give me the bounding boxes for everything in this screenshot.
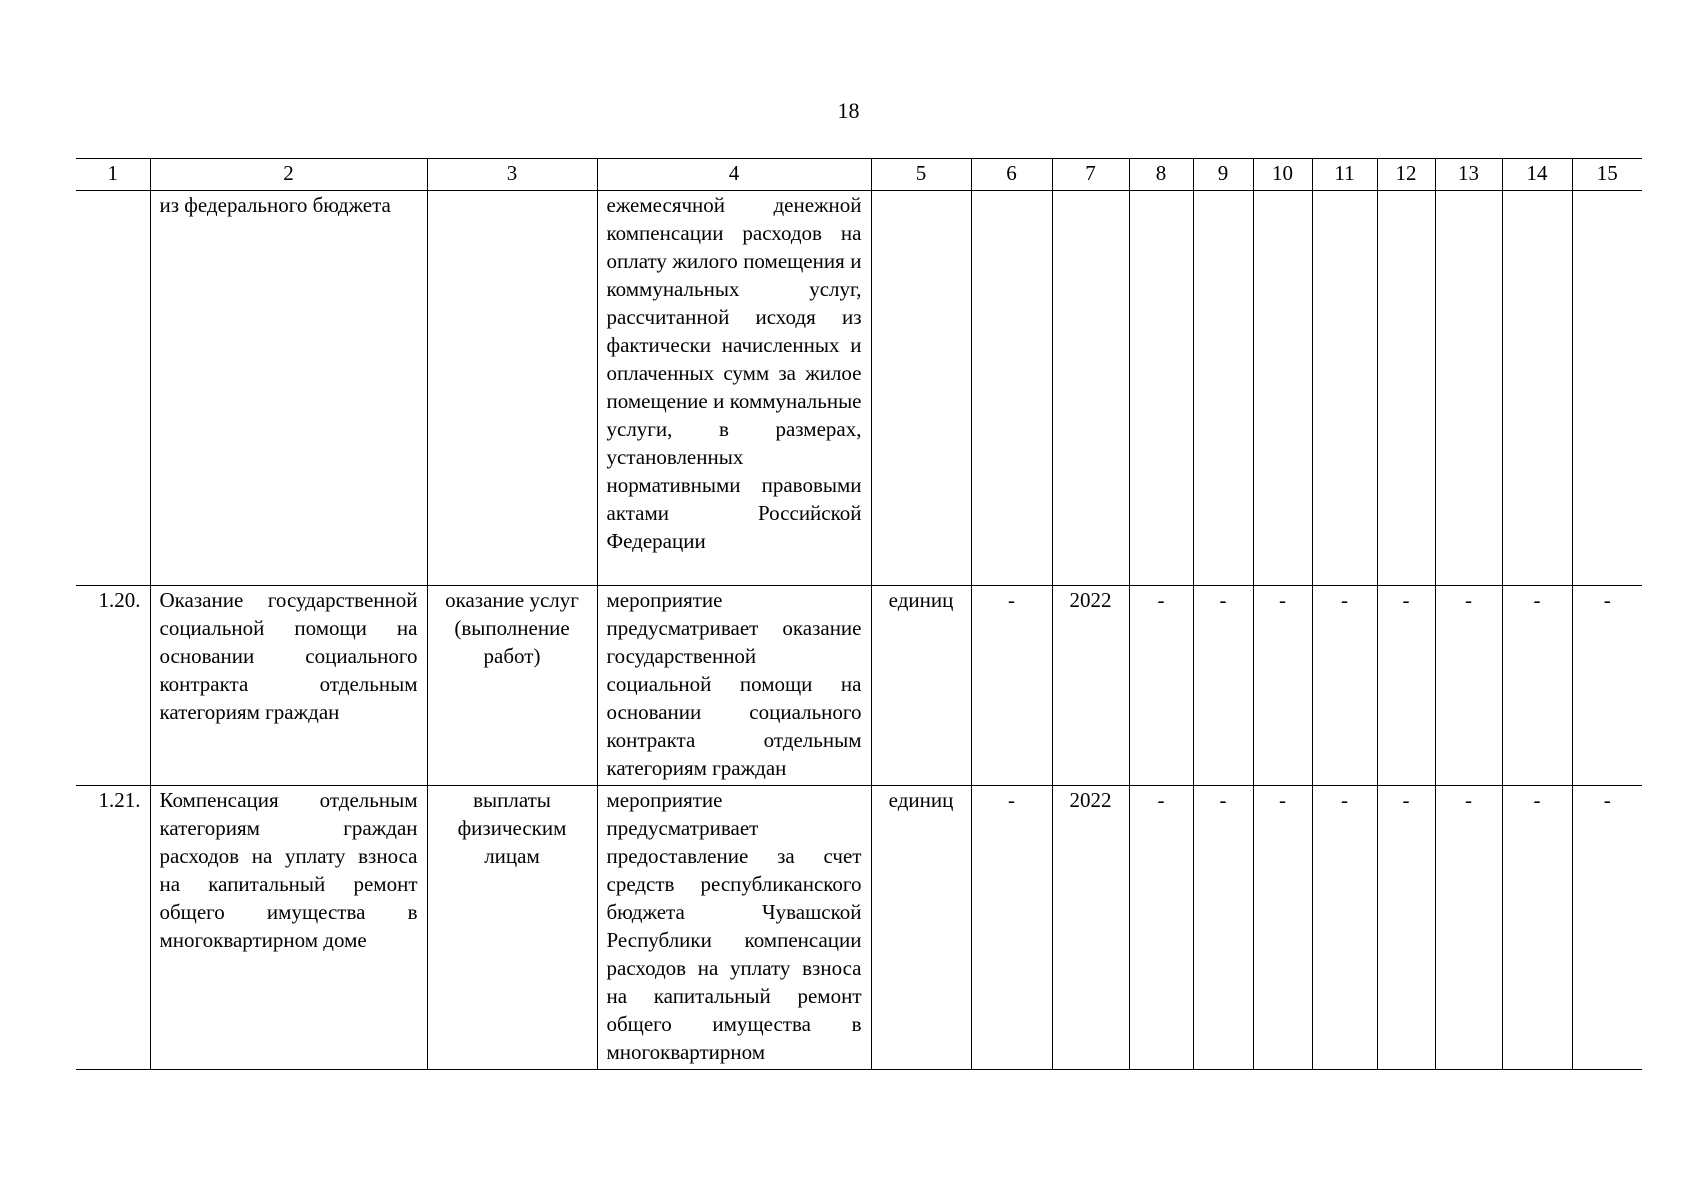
cell-10: - [1253, 586, 1312, 786]
year-cell: 2022 [1052, 586, 1129, 786]
col-header-2: 2 [150, 159, 427, 191]
col-header-8: 8 [1129, 159, 1193, 191]
col-header-3: 3 [427, 159, 597, 191]
col-header-11: 11 [1312, 159, 1377, 191]
measure-description: ежемесячной денежной компенсации расходов на оплату жилого помещения и коммунальных услуг, рассчитанной исходя из фактически начисленных и оплаченных сумм за жилое помещение и коммунальные услуги, в размерах, установленных нормативными правовыми актами Российской Федерации [597, 191, 871, 586]
row-number: 1.21. [76, 786, 150, 1070]
cell-11: - [1312, 586, 1377, 786]
program-table [76, 158, 1642, 1070]
cell-9: - [1193, 586, 1253, 786]
cell-15 [1572, 191, 1642, 586]
measure-name: Компенсация отдельным категориям граждан расходов на уплату взноса на капитальный ремонт общего имущества в многоквартирном доме [150, 786, 427, 1070]
cell-14: - [1502, 586, 1572, 786]
col-header-9: 9 [1193, 159, 1253, 191]
measure-description: мероприятие предусматривает предоставление за счет средств республиканского бюджета Чувашской Республики компенсации расходов на уплату взноса на капитальный ремонт общего имущества в многоквартирном [597, 786, 871, 1070]
cell-8: - [1129, 586, 1193, 786]
unit-cell: единиц [871, 786, 971, 1070]
cell-11 [1312, 191, 1377, 586]
cell-6: - [971, 786, 1052, 1070]
table-row [76, 786, 1642, 1070]
cell-13: - [1435, 786, 1502, 1070]
col-header-14: 14 [1502, 159, 1572, 191]
cell-10: - [1253, 786, 1312, 1070]
row-number [76, 191, 150, 586]
cell-8 [1129, 191, 1193, 586]
col-header-6: 6 [971, 159, 1052, 191]
measure-description: мероприятие предусматривает оказание государственной социальной помощи на основании социального контракта отдельным категориям граждан [597, 586, 871, 786]
cell-11: - [1312, 786, 1377, 1070]
measure-type: выплаты физическим лицам [427, 786, 597, 1070]
cell-12 [1377, 191, 1435, 586]
cell-15: - [1572, 586, 1642, 786]
year-cell: 2022 [1052, 786, 1129, 1070]
table-row [76, 586, 1642, 786]
header-row [76, 159, 1642, 191]
col-header-1: 1 [76, 159, 150, 191]
col-header-12: 12 [1377, 159, 1435, 191]
measure-name: Оказание государственной социальной помощи на основании социального контракта отдельным категориям граждан [150, 586, 427, 786]
measure-type: оказание услуг (выполнение работ) [427, 586, 597, 786]
col-header-10: 10 [1253, 159, 1312, 191]
row-number: 1.20. [76, 586, 150, 786]
cell-9: - [1193, 786, 1253, 1070]
page-number: 18 [837, 98, 860, 123]
cell-13: - [1435, 586, 1502, 786]
cell-13 [1435, 191, 1502, 586]
year-cell [1052, 191, 1129, 586]
table-row [76, 191, 1642, 586]
cell-6: - [971, 586, 1052, 786]
col-header-5: 5 [871, 159, 971, 191]
cell-14 [1502, 191, 1572, 586]
cell-10 [1253, 191, 1312, 586]
cell-15: - [1572, 786, 1642, 1070]
cell-9 [1193, 191, 1253, 586]
cell-14: - [1502, 786, 1572, 1070]
measure-name: из федерального бюджета [150, 191, 427, 586]
unit-cell [871, 191, 971, 586]
measure-type [427, 191, 597, 586]
cell-12: - [1377, 786, 1435, 1070]
col-header-15: 15 [1572, 159, 1642, 191]
cell-12: - [1377, 586, 1435, 786]
unit-cell: единиц [871, 586, 971, 786]
cell-8: - [1129, 786, 1193, 1070]
col-header-13: 13 [1435, 159, 1502, 191]
col-header-4: 4 [597, 159, 871, 191]
cell-6 [971, 191, 1052, 586]
col-header-7: 7 [1052, 159, 1129, 191]
